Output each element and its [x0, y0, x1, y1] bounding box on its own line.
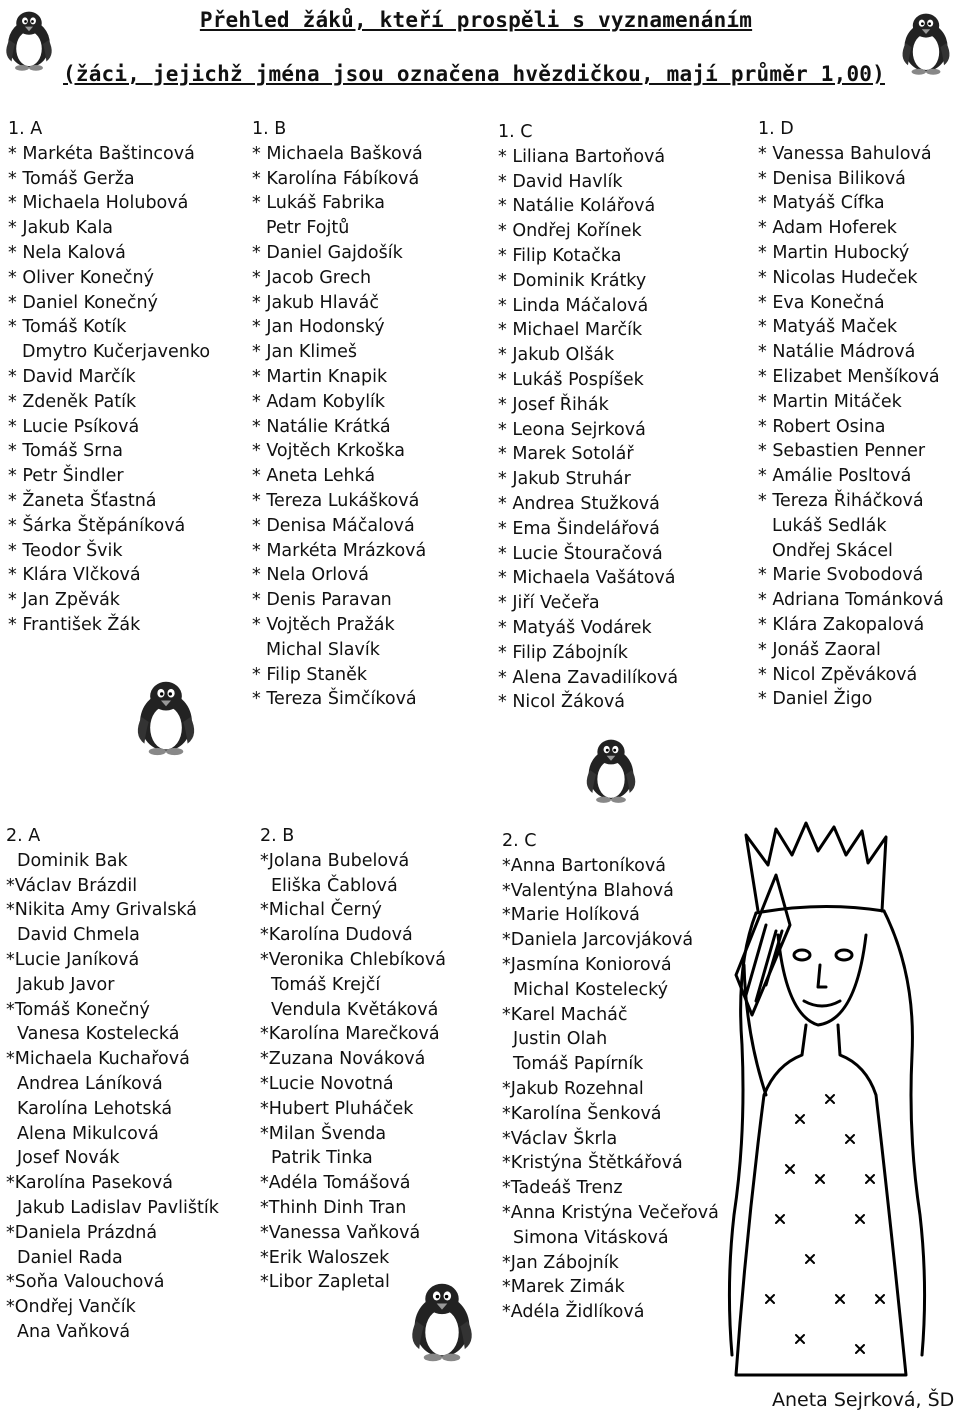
student-name: * Vanessa Bahulová [758, 143, 932, 164]
student-name: * Filip Zábojník [498, 642, 628, 663]
student-name: * Martin Hubocký [758, 242, 910, 263]
student-name: * Filip Kotačka [498, 245, 622, 266]
student-name: * Jan Hodonský [252, 317, 385, 338]
student-name: * Lukáš Fabrika [252, 193, 385, 214]
student-name: *Ondřej Vančík [6, 1297, 136, 1318]
class-column-1b [252, 117, 426, 712]
student-name: Tomáš Papírník [513, 1054, 644, 1075]
class-column-2a [6, 824, 219, 1345]
student-name: * Jakub Kala [8, 218, 114, 239]
student-name: * Nicolas Hudeček [758, 267, 918, 288]
student-name: * Jiří Večeřa [498, 593, 600, 614]
student-name: Daniel Rada [17, 1247, 123, 1268]
student-name: Josef Novák [17, 1148, 120, 1169]
student-name: * Jakub Struhár [498, 469, 631, 490]
student-name: Vendula Květáková [271, 999, 439, 1020]
student-name: * Josef Řihák [498, 394, 609, 415]
student-name: *Adéla Tomášová [260, 1173, 411, 1194]
signature: Aneta Sejrková, ŠD [772, 1389, 955, 1411]
student-name: *Lucie Janíková [6, 949, 140, 970]
student-name: * Martin Mitáček [758, 391, 902, 412]
student-name: *Hubert Pluháček [260, 1098, 414, 1119]
student-name: * Marie Svobodová [758, 565, 924, 586]
student-name: * Matyáš Vodárek [498, 617, 652, 638]
student-name: *Jasmína Koniorová [502, 954, 672, 975]
student-name: * David Havlík [498, 171, 623, 192]
student-name: Vanesa Kostelecká [17, 1024, 180, 1045]
penguin-icon [580, 732, 642, 808]
student-name: *Václav Brázdil [6, 875, 138, 896]
student-name: * Linda Máčalová [498, 295, 649, 316]
penguin-icon [130, 668, 202, 766]
student-name: * František Žák [8, 614, 141, 635]
student-name: * Lucie Psíková [8, 416, 140, 437]
student-name: Andrea Láníková [17, 1073, 163, 1094]
student-name: * Michaela Holubová [8, 193, 189, 214]
student-name: * Natálie Kolářová [498, 196, 656, 217]
student-name: Karolína Lehotská [17, 1098, 173, 1119]
student-name: *Karel Macháč [502, 1004, 628, 1025]
student-name: Michal Kostelecký [513, 979, 668, 1000]
student-name: Michal Slavík [266, 639, 380, 660]
student-name: * Karolína Fábíková [252, 168, 420, 189]
student-name: * Matyáš Maček [758, 317, 898, 338]
student-name: * Tereza Řiháčková [758, 490, 924, 511]
class-heading: 1. C [498, 122, 533, 142]
student-name: * Adam Kobylík [252, 391, 386, 412]
student-name: *Soňa Valouchová [6, 1272, 165, 1293]
student-name: Jakub Ladislav Pavlištík [17, 1197, 219, 1218]
student-name: * Vojtěch Krkoška [252, 441, 405, 462]
student-name: * Jan Klimeš [252, 342, 357, 363]
student-name: * Michaela Bašková [252, 143, 423, 164]
student-name: *Thinh Dinh Tran [260, 1197, 407, 1218]
student-name: * Denis Paravan [252, 590, 392, 611]
student-name: * Martin Knapik [252, 366, 388, 387]
student-name: * Eva Konečná [758, 292, 885, 313]
student-name: *Anna Kristýna Večeřová [502, 1202, 719, 1223]
class-column-1a [8, 117, 210, 638]
student-name: Dmytro Kučerjavenko [22, 342, 211, 363]
class-heading: 2. C [502, 831, 537, 851]
class-column-2b [260, 824, 446, 1295]
student-name: * Liliana Bartoňová [498, 146, 666, 167]
student-name: * Tomáš Gerža [8, 168, 135, 189]
student-name: * Vojtěch Pražák [252, 614, 395, 635]
student-name: * Natálie Krátká [252, 416, 391, 437]
student-name: * Aneta Lehká [252, 466, 376, 487]
student-name: Justin Olah [513, 1029, 608, 1050]
student-name: * Nicol Zpěváková [758, 664, 918, 685]
student-name: *Michal Černý [260, 900, 382, 921]
student-name: Simona Vitásková [513, 1227, 669, 1248]
student-name: * Nicol Žáková [498, 692, 626, 713]
student-name: * Oliver Konečný [8, 267, 154, 288]
student-name: *Karolína Paseková [6, 1173, 173, 1194]
class-column-1d [758, 117, 944, 712]
student-name: * Daniel Gajdošík [252, 242, 403, 263]
class-heading: 1. A [8, 119, 43, 139]
student-name: * Elizabet Menšíková [758, 366, 940, 387]
student-name: * Natálie Mádrová [758, 342, 916, 363]
page-title: Přehled žáků, kteří prospěli s vyznamenáním [199, 8, 753, 32]
page-subtitle: (žáci, jejichž jména jsou označena hvězdičkou, mají průměr 1,00) [63, 62, 885, 86]
class-column-2c [502, 829, 719, 1325]
student-name: * Michael Marčík [498, 320, 643, 341]
student-name: Jakub Javor [17, 974, 115, 995]
student-name: * David Marčík [8, 366, 136, 387]
student-name: *Michaela Kuchařová [6, 1049, 190, 1070]
student-name: * Adriana Tománková [758, 590, 944, 611]
student-name: *Milan Švenda [260, 1123, 387, 1144]
student-name: * Daniel Žigo [758, 689, 873, 710]
student-name: *Zuzana Nováková [260, 1049, 426, 1070]
class-heading: 2. B [260, 826, 295, 846]
girl-drawing [706, 815, 956, 1390]
student-name: * Tomáš Kotík [8, 317, 127, 338]
student-name: * Andrea Stužková [498, 493, 660, 514]
student-name: *Anna Bartoníková [502, 855, 666, 876]
student-name: Dominik Bak [17, 850, 128, 871]
student-name: *Jolana Bubelová [260, 850, 410, 871]
student-name: *Karolína Šenková [502, 1103, 662, 1124]
student-name: Eliška Čablová [271, 875, 398, 896]
student-name: * Sebastien Penner [758, 441, 926, 462]
student-name: *Veronika Chlebíková [260, 949, 446, 970]
student-name: Patrik Tinka [271, 1148, 373, 1169]
student-name: * Zdeněk Patík [8, 391, 137, 412]
student-name: *Jan Zábojník [502, 1252, 619, 1273]
student-name: *Karolína Marečková [260, 1024, 440, 1045]
student-name: * Robert Osina [758, 416, 886, 437]
student-name: *Tadeáš Trenz [502, 1178, 623, 1199]
student-name: * Tomáš Srna [8, 441, 123, 462]
student-name: Ana Vaňková [17, 1321, 131, 1342]
student-name: *Jakub Rozehnal [502, 1078, 644, 1099]
student-name: * Michaela Vašátová [498, 568, 676, 589]
student-name: *Valentýna Blahová [502, 880, 674, 901]
student-name: *Vanessa Vaňková [260, 1222, 421, 1243]
student-name: * Klára Vlčková [8, 565, 141, 586]
student-name: Tomáš Krejčí [271, 974, 381, 995]
student-name: * Žaneta Šťastná [8, 490, 157, 511]
class-column-1c [498, 120, 678, 715]
student-name: Petr Fojtů [266, 218, 350, 239]
student-name: * Alena Zavadilíková [498, 667, 679, 688]
student-name: * Teodor Švik [8, 540, 123, 561]
student-name: * Dominik Krátky [498, 270, 647, 291]
student-name: *Erik Waloszek [260, 1247, 390, 1268]
student-name: * Markéta Mrázková [252, 540, 427, 561]
student-name: * Markéta Baštincová [8, 143, 195, 164]
student-name: * Tereza Šimčíková [252, 689, 417, 710]
penguin-icon [896, 4, 956, 82]
student-name: *Libor Zapletal [260, 1272, 390, 1293]
student-name: * Matyáš Cífka [758, 193, 885, 214]
student-name: *Daniela Jarcovjáková [502, 930, 694, 951]
student-name: * Jakub Olšák [498, 345, 615, 366]
student-name: * Šárka Štěpáníková [8, 515, 186, 536]
student-name: *Nikita Amy Grivalská [6, 900, 198, 921]
student-name: * Nela Kalová [8, 242, 126, 263]
student-name: Ondřej Skácel [772, 540, 893, 561]
class-heading: 1. B [252, 119, 287, 139]
student-name: * Nela Orlová [252, 565, 369, 586]
student-name: * Adam Hoferek [758, 218, 897, 239]
student-name: *Kristýna Štětkářová [502, 1153, 683, 1174]
student-name: *Marie Holíková [502, 905, 640, 926]
student-name: *Adéla Židlíková [502, 1302, 645, 1323]
student-name: * Klára Zakopalová [758, 614, 925, 635]
student-name: * Ondřej Kořínek [498, 221, 642, 242]
student-name: * Filip Staněk [252, 664, 368, 685]
student-name: * Petr Šindler [8, 466, 124, 487]
student-name: * Jacob Grech [252, 267, 372, 288]
student-name: *Václav Škrla [502, 1128, 618, 1149]
student-name: * Jonáš Zaoral [758, 639, 881, 660]
student-name: * Jakub Hlaváč [252, 292, 380, 313]
penguin-icon [0, 2, 58, 78]
student-name: Alena Mikulcová [17, 1123, 159, 1144]
student-name: * Lucie Štouračová [498, 543, 663, 564]
student-name: * Amálie Posltová [758, 466, 912, 487]
student-name: David Chmela [17, 925, 140, 946]
student-name: *Daniela Prázdná [6, 1222, 158, 1243]
student-name: * Jan Zpěvák [8, 590, 120, 611]
student-name: *Tomáš Konečný [6, 999, 150, 1020]
student-name: * Marek Sotolář [498, 444, 634, 465]
student-name: * Denisa Biliková [758, 168, 906, 189]
student-name: *Marek Zimák [502, 1277, 625, 1298]
student-name: * Leona Sejrková [498, 419, 646, 440]
student-name: * Lukáš Pospíšek [498, 369, 644, 390]
student-name: *Lucie Novotná [260, 1073, 394, 1094]
student-name: Lukáš Sedlák [772, 515, 887, 536]
student-name: * Denisa Máčalová [252, 515, 415, 536]
class-heading: 2. A [6, 826, 41, 846]
class-heading: 1. D [758, 119, 794, 139]
student-name: * Tereza Lukášková [252, 490, 420, 511]
student-name: * Daniel Konečný [8, 292, 158, 313]
student-name: *Karolína Dudová [260, 925, 413, 946]
student-name: * Ema Šindelářová [498, 518, 660, 539]
